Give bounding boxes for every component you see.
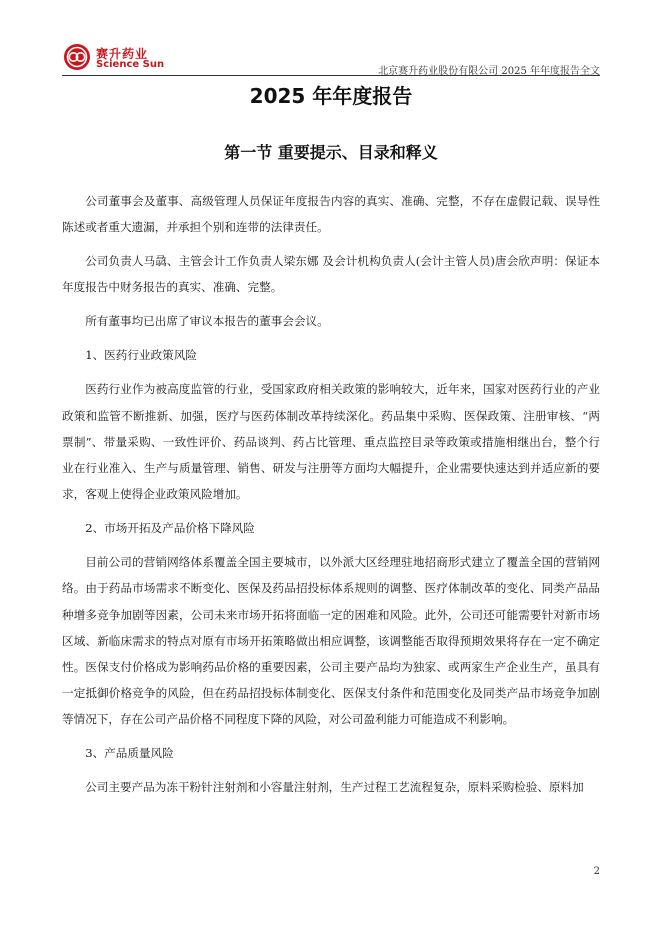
paragraph-policy-risk: 医药行业作为被高度监管的行业，受国家政府相关政策的影响较大，近年来，国家对医药行业的产业政策和监管不断推新、加强，医疗与医药体制改革持续深化。药品集中采购、医保政策、注册审核、“两票制”、带量采购、一致性评价、药品谈判、药占比管理、重点监控目录等政策或措施相继出台，整个行业在行业准入、生产与质量管理、销售、研发与注册等方面均大幅提升，企业需要快速达到并适应新的要求，客观上使得企业政策风险增加。	[62, 382, 600, 502]
document-body	[62, 188, 600, 808]
paragraph-quality-risk: 公司主要产品为冻干粉针注射剂和小容量注射剂，生产过程工艺流程复杂，原料采购检验、原料加	[85, 780, 584, 795]
document-title: 2025 年年度报告	[249, 84, 413, 108]
risk-heading-market: 2、市场开拓及产品价格下降风险	[85, 521, 255, 536]
science-sun-logo-icon	[62, 42, 92, 72]
risk-heading-quality: 3、产品质量风险	[85, 746, 174, 761]
risk-heading-policy: 1、医药行业政策风险	[85, 348, 197, 363]
company-logo	[62, 42, 192, 72]
page-header	[62, 42, 600, 76]
logo-chinese-name: 赛升药业	[96, 47, 149, 61]
paragraph-officers-declaration: 公司负责人马骉、主管会计工作负责人梁东娜 及会计机构负责人(会计主管人员)唐会欣声明：保证本年度报告中财务报告的真实、准确、完整。	[62, 254, 600, 295]
section-title: 第一节 重要提示、目录和释义	[224, 143, 438, 162]
paragraph-market-risk: 目前公司的营销网络体系覆盖全国主要城市，以外派大区经理驻地招商形式建立了覆盖全国的营销网络。由于药品市场需求不断变化、医保及药品招投标体系规则的调整、医疗体制改革的变化、同类产品品种增多竞争加剧等因素，公司未来市场开拓将面临一定的困难和风险。此外，公司还可能需要针对新市场区域、新临床需求的特点对原有市场开拓策略做出相应调整，该调整能否取得预期效果将存在一定不确定性。医保支付价格成为影响药品价格的重要因素，公司主要产品均为独家、或两家生产企业生产，虽具有一定抵御价格竞争的风险，但在药品招投标体制变化、医保支付条件和范围变化及同类产品市场竞争加剧等情况下，存在公司产品价格不同程度下降的风险，对公司盈利能力可能造成不利影响。	[62, 555, 600, 727]
page-number: 2	[593, 866, 600, 877]
running-header-title: 北京赛升药业股份有限公司 2025 年年度报告全文	[378, 66, 600, 77]
paragraph-responsibility-statement: 公司董事会及董事、高级管理人员保证年度报告内容的真实、准确、完整，不存在虚假记载、误导性陈述或者重大遗漏，并承担个别和连带的法律责任。	[62, 194, 600, 235]
paragraph-board-attendance: 所有董事均已出席了审议本报告的董事会会议。	[85, 314, 329, 329]
logo-english-name: Science Sun	[96, 59, 165, 70]
